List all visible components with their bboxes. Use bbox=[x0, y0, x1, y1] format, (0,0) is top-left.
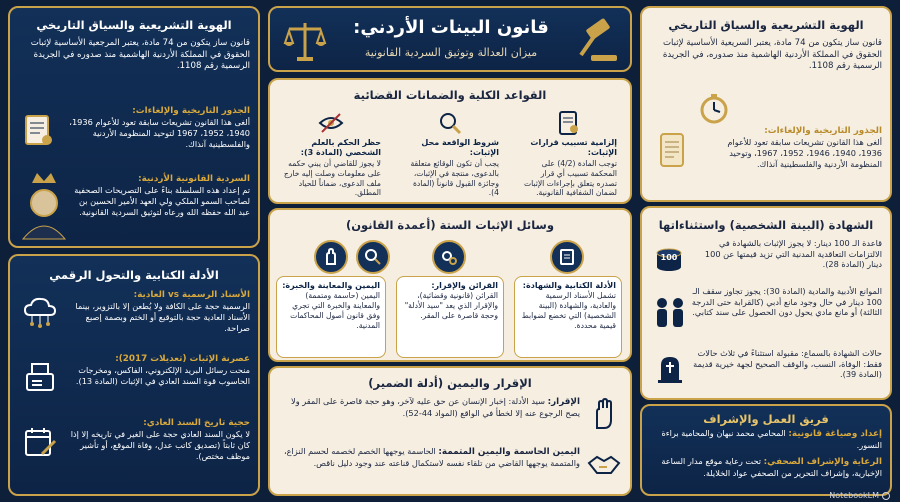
rule-card-reasoning-title: إلزامية تسبيب قرارات الإثبات: bbox=[530, 138, 617, 158]
document-check-icon bbox=[555, 110, 581, 136]
means-card-oath-text: اليمين (حاسمة ومتممة) والمعاينة والخبرة التي تجري وفق قانون أصول المحاكمات المدنية. bbox=[290, 291, 380, 330]
gavel-icon bbox=[572, 16, 622, 66]
magnifier-icon bbox=[437, 110, 463, 136]
cloud-network-icon bbox=[20, 292, 60, 332]
left-identity-title: الهوية التشريعية والسياق التاريخي bbox=[36, 18, 232, 32]
means-card-presumptions-text: القرائن (قانونية وقضائية)، والإقرار الذي يعد "سيد الأدلة" وحجة قاصرة على المقر. bbox=[404, 291, 498, 321]
right-roots-text: ألغى هذا القانون تشريعات سابقة تعود للأعوام 1936، 1940، 1946، 1952، 1967، وتوحيد المنظومة الأردنية والفلسطينية آنذاك. bbox=[727, 137, 882, 169]
search-circle-icon bbox=[356, 240, 390, 274]
testimony-moral-barriers: الموانع الأدبية والمادية (المادة 30): يجوز تجاوز سقف الـ 100 دينار في حال وجود مانع أدبي (كالقرابة حتى الدرجة الثالثة) أو مانع مادي يحول دون الحصول على سند كتابي. bbox=[691, 286, 882, 318]
fax-icon bbox=[20, 358, 60, 398]
means-card-presumptions-title: القرائن والإقرار: bbox=[431, 281, 498, 290]
left-roots-text: ألغى هذا القانون تشريعات سابقة تعود للأعوام 1936، 1940، 1952، 1967 لتوحيد المنظومة الأردنية والفلسطينية آنذاك. bbox=[69, 117, 250, 149]
rule-card-conditions bbox=[396, 106, 504, 200]
rule-card-reasoning bbox=[514, 106, 622, 200]
team-drafting-text: المحامي محمد نبهان والمحامية براءة النسور. bbox=[661, 428, 882, 451]
left-digital-panel bbox=[8, 254, 260, 496]
oath-title: اليمين الحاسمة واليمين المتممة: bbox=[438, 447, 580, 457]
raised-hand-icon bbox=[586, 396, 622, 432]
rule-card-reasoning-text: توجب المادة (4/2) على المحكمة تسبيب أي قرار تصدره يتعلق بإجراءات الإثبات لضمان الشفافية القانونية. bbox=[523, 158, 617, 198]
header-panel bbox=[268, 6, 632, 72]
left-identity-panel bbox=[8, 6, 260, 248]
right-testimony-panel bbox=[640, 206, 892, 400]
notebooklm-badge bbox=[829, 491, 890, 500]
left-modern-title: عصرنة الإثبات (تعديلات 2017): bbox=[115, 354, 250, 364]
rule-card-knowledge-title: حظر الحكم بالعلم الشخصي (المادة 3): bbox=[300, 138, 381, 158]
right-team-panel bbox=[640, 404, 892, 496]
left-roots-title: الجذور التاريخية والإلغاءات: bbox=[132, 106, 250, 116]
parchment-icon bbox=[654, 128, 692, 172]
center-conscience-title: الإقرار واليمين (أدلة الضمير) bbox=[368, 376, 532, 390]
means-card-presumptions bbox=[396, 276, 504, 358]
team-supervision-title: الرعاية والإشراف الصحفي: bbox=[763, 457, 882, 467]
header-title: قانون البينات الأردني: bbox=[353, 17, 549, 38]
judge-eye-icon bbox=[318, 110, 344, 136]
center-rules-title: القواعد الكلية والضمانات القضائية bbox=[353, 88, 547, 102]
team-drafting-section bbox=[646, 428, 882, 451]
oath-section bbox=[280, 446, 580, 469]
stopwatch-icon bbox=[696, 90, 732, 126]
team-supervision-section bbox=[646, 456, 882, 479]
means-card-written bbox=[514, 276, 622, 358]
testimony-rule-100: قاعدة الـ 100 دينار: لا يجوز الإثبات بالشهادة في الالتزامات التعاقدية المدنية التي تزيد قيمتها عن 100 دينار (المادة 28). bbox=[704, 238, 882, 270]
crown-portrait-icon bbox=[16, 168, 72, 242]
left-docs-title: الأسناد الرسمية vs العادية: bbox=[133, 290, 250, 300]
right-testimony-title: الشهادة (البينة الشخصية) واستثناءاتها bbox=[658, 218, 874, 232]
means-card-oath-title: اليمين والمعاينة والخبرة: bbox=[282, 281, 380, 290]
right-identity-title: الهوية التشريعية والسياق التاريخي bbox=[668, 18, 864, 32]
means-card-written-title: الأدلة الكتابية والشهادة: bbox=[522, 281, 616, 290]
left-date-title: حجية تاريخ السند العادي: bbox=[143, 418, 250, 428]
confession-section bbox=[280, 396, 580, 419]
team-drafting-title: إعداد وصياغة قانونية: bbox=[788, 429, 882, 439]
hand-circle-icon bbox=[314, 240, 348, 274]
testimony-hearsay: حالات الشهادة بالسماع: مقبولة استثناءً في ثلاث حالات فقط: الوفاة، النسب، والوقف الصحيح لجهة خيرية قديمة (المادة 39). bbox=[693, 348, 882, 380]
center-means-title: وسائل الإثبات الستة (أعمدة القانون) bbox=[345, 218, 555, 232]
coin-label: 100 bbox=[660, 253, 678, 262]
scroll-icon bbox=[18, 110, 58, 150]
documents-circle-icon bbox=[550, 240, 584, 274]
right-team-title: فريق العمل والإشراف bbox=[703, 412, 829, 426]
rule-card-knowledge-text: لا يجوز للقاضي أن يبني حكمه على معلومات وصلت إليه خارج ملف الدعوى، ضماناً للحياد المطلق. bbox=[283, 158, 381, 198]
confession-text: سيد الأدلة: إخبار الإنسان عن حق عليه لآخر، وهو حجة قاصرة على المقر ولا يصح الرجوع عنه إلا لخطأ في الواقع (المواد 44-52). bbox=[291, 396, 580, 419]
left-modern-text: منحت رسائل البريد الإلكتروني، الفاكس، ومخرجات الحاسوب قوة السند العادي في الإثبات (المادة 13). bbox=[75, 365, 250, 387]
oath-text: الحاسمة يوجهها الخصم لخصمه لحسم النزاع، والمتممة يوجهها القاضي من تلقاء نفسه لاستكمال قناعته عند وجود دليل ناقص. bbox=[283, 446, 580, 469]
calendar-pen-icon bbox=[20, 422, 60, 462]
left-royal-title: السردية القانونية الأردنية: bbox=[138, 174, 250, 184]
family-icon bbox=[650, 294, 690, 330]
left-royal-text: تم إعداد هذه السلسلة بناءً على التصريحات الصحفية لصاحب السمو الملكي ولي العهد الأمير الحسين بن عبد الله حفظه الله ورعاه لتوثيق السردية القانونية. bbox=[74, 185, 250, 217]
means-card-oath bbox=[276, 276, 386, 358]
notebooklm-label: NotebookLM bbox=[829, 491, 879, 500]
center-means-panel bbox=[268, 208, 632, 362]
left-royal-section bbox=[70, 174, 250, 217]
right-roots-section bbox=[702, 126, 882, 169]
left-modern-section bbox=[65, 354, 250, 387]
left-date-text: لا يكون السند العادي حجة على الغير في تاريخه إلا إذا كان ثابتاً (تصديق كاتب عدل، وفاة الموقع، أو تأشير موظف مختص). bbox=[70, 429, 250, 461]
rule-card-conditions-title: شروط الواقعة محل الإثبات: bbox=[421, 138, 499, 158]
means-card-written-text: تشمل الأسناد الرسمية والعادية، والشهادة (البينة الشخصية) التي تخضع لضوابط قيمية محددة. bbox=[521, 291, 616, 330]
rule-card-conditions-text: يجب أن تكون الوقائع متعلقة بالدعوى، منتجة في الإثبات، وجائزة القبول قانوناً (المادة 4). bbox=[410, 158, 499, 198]
confession-title: الإقرار: bbox=[547, 397, 580, 407]
header-subtitle: ميزان العدالة وتوثيق السردية القانونية bbox=[364, 46, 538, 59]
right-roots-title: الجذور التاريخية والإلغاءات: bbox=[764, 126, 882, 136]
handshake-icon bbox=[586, 448, 622, 484]
left-date-section bbox=[65, 418, 250, 461]
notebooklm-icon bbox=[882, 492, 890, 500]
center-rules-panel bbox=[268, 78, 632, 204]
left-identity-intro: قانون ساز يتكون من 74 مادة، يعتبر المرجعية الأساسية لإثبات الحقوق في المملكة الأردنية الهاشمية منذ صدوره في الجريدة الرسمية رقم 1108. bbox=[30, 38, 250, 72]
gears-circle-icon bbox=[432, 240, 466, 274]
scales-icon bbox=[280, 16, 330, 66]
right-identity-intro: قانون ساز يتكون من 74 مادة، يعتبر السريعية الأساسية لإثبات الحقوق في المملكة الأردنية الهاشمية منذ صدوره، في الجريدة الرسمية رقم 1108. bbox=[662, 38, 882, 72]
left-roots-section bbox=[60, 106, 250, 149]
tombstone-icon bbox=[654, 352, 686, 384]
left-docs-text: الرسمية حجة على الكافة ولا يُطعن إلا بالتزوير، بينما الأسناد العادية حجة بالتوقيع أو الختم وبصمة إصبع صراحة. bbox=[75, 301, 250, 333]
rule-card-knowledge bbox=[276, 106, 386, 200]
team-supervision-text: تحت رعاية موقع مدار الساعة الإخبارية، وإشراف التحرير من الصحفي عواد الخلايلة. bbox=[661, 456, 882, 479]
center-conscience-panel bbox=[268, 366, 632, 496]
coin-stack-icon bbox=[652, 242, 686, 276]
left-digital-title: الأدلة الكتابية والتحول الرقمي bbox=[49, 268, 219, 282]
right-identity-panel bbox=[640, 6, 892, 202]
left-docs-section bbox=[65, 290, 250, 333]
